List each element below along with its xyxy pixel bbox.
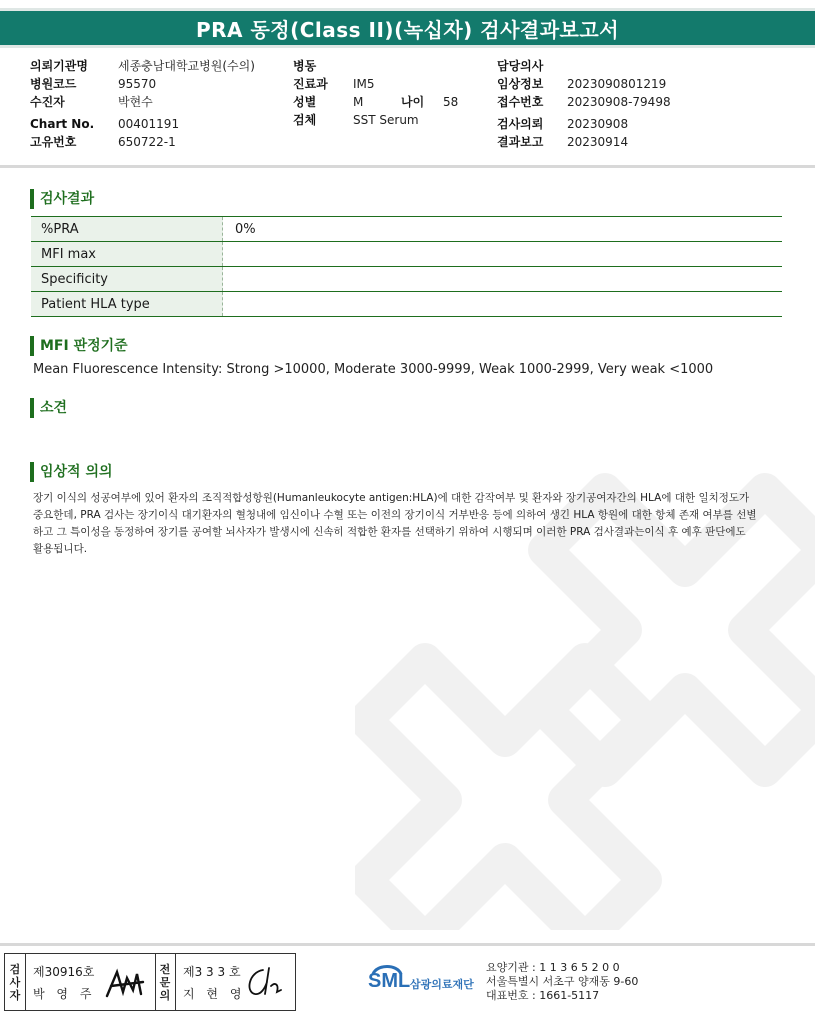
sex-label: 성별: [293, 95, 317, 109]
table-row: [31, 242, 782, 267]
info-row: [293, 93, 458, 111]
info-label: 의뢰기관명: [30, 59, 88, 73]
table-row: [31, 217, 782, 242]
table-row: [31, 292, 782, 317]
age-value: 58: [443, 95, 459, 109]
confirmer-label: [155, 954, 176, 1010]
patient-info-right: [497, 57, 671, 151]
info-value: 세종충남대학교병원(수의): [118, 59, 255, 73]
info-row: [497, 133, 671, 151]
report-title: PRA 동정(Class II)(녹십자) 검사결과보고서: [195, 17, 620, 42]
info-row: [497, 115, 671, 133]
org-info: [486, 961, 638, 1003]
confirmer-cell: [175, 954, 295, 1010]
tester-name: 박 영 주: [33, 987, 96, 1001]
patient-info-middle: [293, 57, 458, 129]
info-row: [497, 93, 671, 111]
signature-box: [4, 953, 296, 1011]
patient-info-left: [30, 57, 255, 151]
result-label: Patient HLA type: [31, 292, 223, 317]
footer-divider: [0, 943, 815, 946]
clinical-section-title: 임상적 의의: [30, 462, 113, 482]
table-row: [31, 267, 782, 292]
info-value: 20230908: [567, 117, 629, 131]
info-row: [293, 111, 458, 129]
tester-label: [5, 954, 26, 1010]
result-label: MFI max: [31, 242, 223, 267]
info-row: [30, 115, 255, 133]
info-value: 20230908-79498: [567, 95, 671, 109]
label-char: 검: [9, 962, 21, 976]
result-value: 0%: [223, 217, 783, 242]
label-char: 문: [159, 975, 171, 989]
info-row: [497, 57, 671, 75]
dept-label: 진료과: [293, 77, 328, 91]
result-value: [223, 267, 783, 292]
info-row: [30, 133, 255, 151]
result-table: [31, 216, 782, 317]
org-line: 서울특별시 서초구 양재동 9-60: [486, 975, 639, 988]
info-label: 검사의뢰: [497, 117, 544, 131]
tester-number: 제30916호: [33, 965, 95, 979]
label-char: 사: [9, 975, 21, 989]
tester-cell: [25, 954, 156, 1010]
specimen-value: SST Serum: [353, 113, 419, 127]
info-row: [30, 75, 255, 93]
confirmer-name: 지 현 영: [183, 987, 246, 1001]
result-value: [223, 242, 783, 267]
info-label: 접수번호: [497, 95, 544, 109]
mfi-section-title: MFI 판정기준: [30, 336, 128, 356]
label-char: 의: [159, 988, 171, 1002]
info-value: 00401191: [118, 117, 180, 131]
dept-value: IM5: [353, 77, 375, 91]
org-name: 삼광의료재단: [410, 978, 474, 991]
info-row: [30, 93, 255, 111]
sml-logo: [367, 960, 482, 1002]
info-value: 20230914: [567, 135, 629, 149]
org-line: 대표번호 : 1661-5117: [486, 989, 600, 1002]
result-value: [223, 292, 783, 317]
ward-value: [353, 57, 401, 75]
label-char: 자: [9, 988, 21, 1002]
info-value: 95570: [118, 77, 157, 91]
result-section-title: 검사결과: [30, 189, 94, 209]
info-row: [293, 75, 458, 93]
info-label: 수진자: [30, 95, 65, 109]
result-label: %PRA: [31, 217, 223, 242]
info-row: [497, 75, 671, 93]
ward-label: 병동: [293, 59, 317, 73]
sex-value: M: [353, 95, 364, 109]
org-line: 요양기관 : 1 1 3 6 5 2 0 0: [486, 961, 620, 974]
logo-text: SML: [368, 970, 411, 992]
info-row: [30, 57, 255, 75]
info-label: 결과보고: [497, 135, 544, 149]
clinical-text: 장기 이식의 성공여부에 있어 환자의 조직적합성항원(Humanleukocyte antigen:HLA)에 대한 감작여부 및 환자와 장기공여자간의 HLA에 대한 일치정도가 중요한데, PRA 검사는 장기이식 대기환자의 혈청내에 임신이나 수혈 또는 이전의 장기이식 거부반응 등에 의하여 생긴 HLA 항원에 대한 항체 존재 여부를 선별하고 그 특이성을 동정하여 장기를 공여할 뇌사자가 발생시에 신속히 적합한 환자를 선택하기 위하여 시행되며 이러한 PRA 검사결과는이식 후 예후 판단에도 활용됩니다.: [33, 492, 757, 555]
info-value: 박현수: [118, 95, 153, 109]
info-label: 담당의사: [497, 59, 544, 73]
mfi-criteria-text: Mean Fluorescence Intensity: Strong >10000, Moderate 3000-9999, Weak 1000-2999, Very weak <1000: [33, 362, 714, 377]
info-label: 임상정보: [497, 77, 544, 91]
info-row: [293, 57, 458, 75]
age-label: 나이: [401, 95, 425, 109]
info-label: 병원코드: [30, 77, 77, 91]
divider: [0, 165, 815, 168]
info-label: Chart No.: [30, 117, 95, 131]
report-header: [0, 8, 815, 48]
tester-signature-icon: [103, 966, 149, 1000]
opinion-section-title: 소견: [30, 398, 67, 418]
label-char: 전: [159, 962, 171, 976]
specimen-label: 검체: [293, 113, 317, 127]
info-value: 2023090801219: [567, 77, 667, 91]
confirmer-signature-icon: [241, 964, 285, 1000]
confirmer-number: 제3 3 3 호: [183, 965, 241, 979]
info-label: 고유번호: [30, 135, 77, 149]
result-label: Specificity: [31, 267, 223, 292]
info-value: 650722-1: [118, 135, 176, 149]
